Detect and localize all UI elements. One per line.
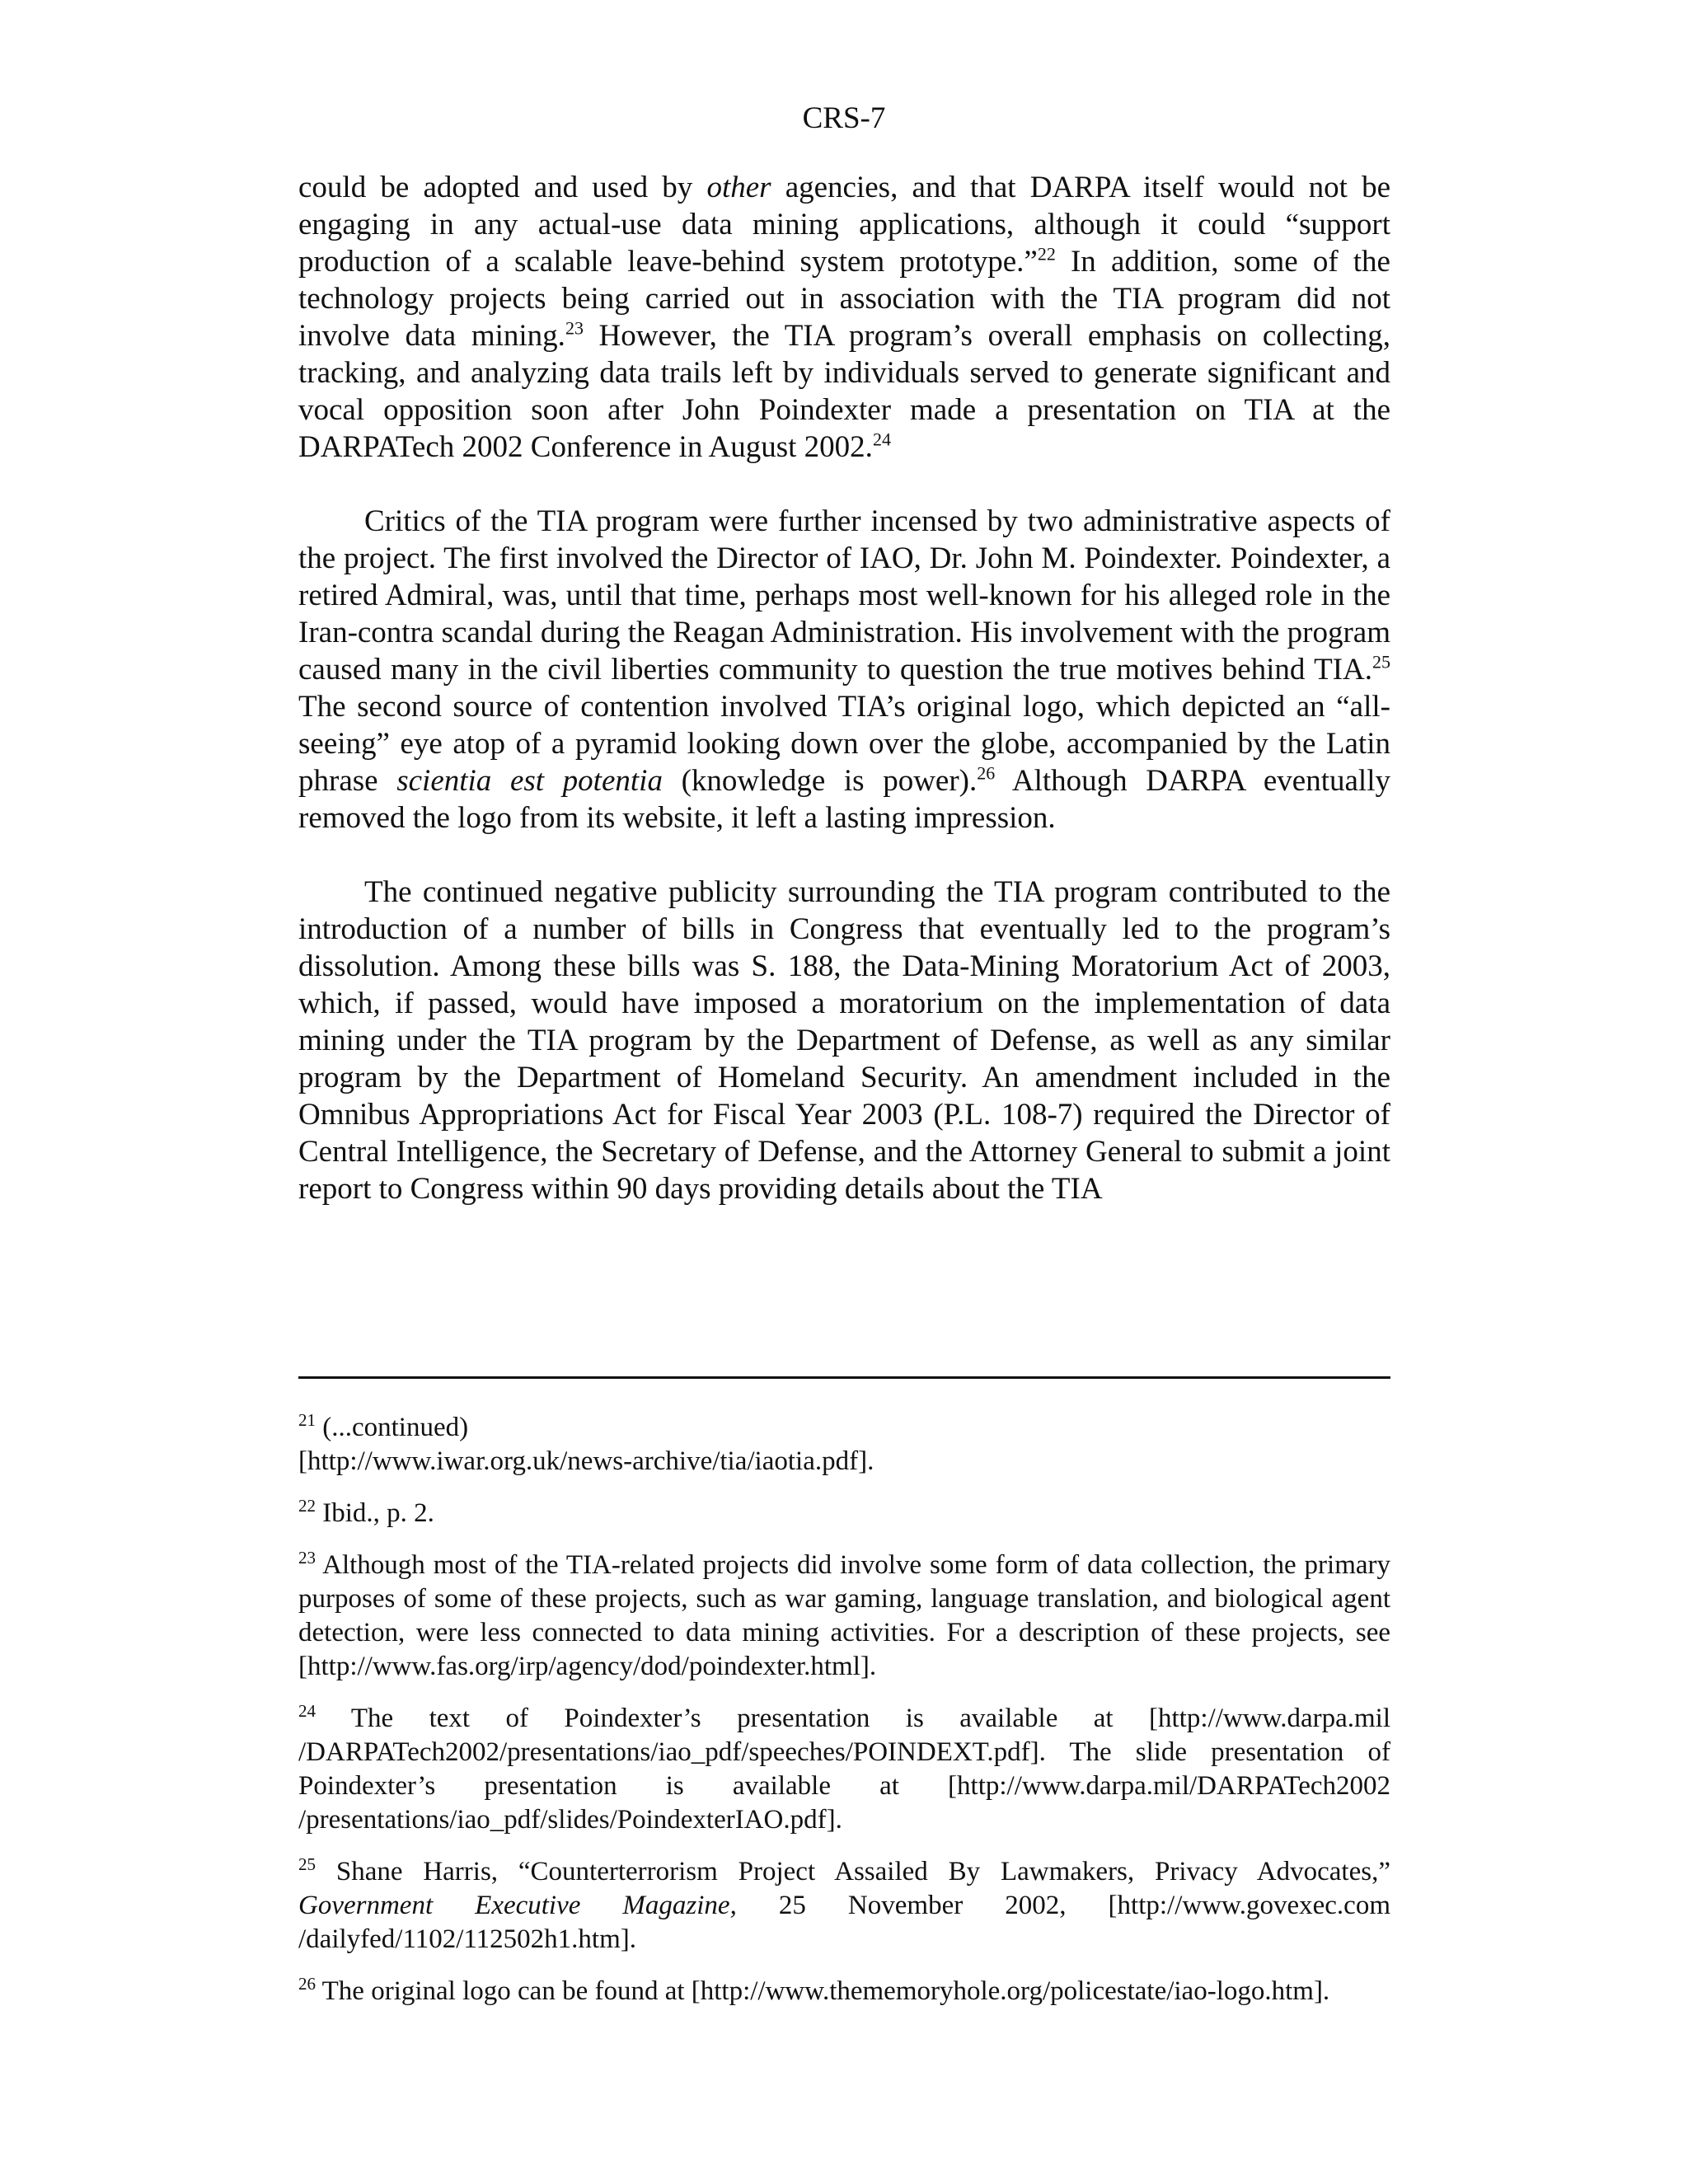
footnote-21	[298, 1411, 1390, 1479]
paragraph-1	[298, 169, 1390, 466]
footnote-number: 21	[298, 1410, 316, 1430]
footnote-text: Shane Harris, “Counterterrorism Project Assailed By Lawmakers, Privacy Advocates,”	[316, 1857, 1390, 1886]
page-header: CRS-7	[802, 101, 886, 135]
footnote-ref-25: 25	[1372, 651, 1390, 673]
paragraph-2-text: The second source of contention involved TIA’s original logo, which depicted an “all-seeing” eye atop of a pyramid looking down over the globe, accompanied by the Latin phrase	[298, 690, 1390, 798]
footnote-25	[298, 1855, 1390, 1957]
footnote-text: The original logo can be found at [http://www.thememoryhole.org/policestate/iao-logo.htm].	[316, 1976, 1330, 2006]
footnote-text: (...continued)	[316, 1413, 469, 1442]
footnote-22	[298, 1497, 1390, 1530]
footnote-21-line-2: [http://www.iwar.org.uk/news-archive/tia/iaotia.pdf].	[298, 1446, 874, 1476]
footnote-divider	[298, 1376, 1390, 1379]
paragraph-1-text: could be adopted and used by	[298, 171, 707, 204]
footnote-26	[298, 1975, 1390, 2008]
paragraph-2-text: Although DARPA eventually removed the logo from its website, it left a lasting impression.	[298, 764, 1390, 835]
footnote-24	[298, 1702, 1390, 1837]
paragraph-2-text: Critics of the TIA program were further incensed by two administrative aspects of the project. The first involved the Director of IAO, Dr. John M. Poindexter. Poindexter, a retired Admiral, was, until that time, perhaps most well-known for his alleged role in the Iran-contra scandal during the Reagan Administration. His involvement with the program caused many in the civil liberties community to question the true motives behind TIA.	[298, 504, 1390, 687]
publication-title: Government Executive Magazine,	[298, 1891, 737, 1920]
paragraph-1-emphasis: other	[706, 171, 771, 204]
footnote-number: 26	[298, 1974, 316, 1994]
footnote-number: 25	[298, 1854, 316, 1874]
footnote-ref-23: 23	[565, 317, 584, 339]
paragraph-1-text: In addition, some of the technology projects being carried out in association with the TIA program did not involve data mining.	[298, 245, 1390, 353]
footnote-ref-24: 24	[872, 429, 891, 450]
paragraph-3: The continued negative publicity surrounding the TIA program contributed to the introduction of a number of bills in Congress that eventually led to the program’s dissolution. Among these bills was S. 188, the Data-Mining Moratorium Act of 2003, which, if passed, would have imposed a moratorium on the implementation of data mining under the TIA program by the Department of Defense, as well as any similar program by the Department of Homeland Security. An amendment included in the Omnibus Appropriations Act for Fiscal Year 2003 (P.L. 108-7) required the Director of Central Intelligence, the Secretary of Defense, and the Attorney General to submit a joint report to Congress within 90 days providing details about the TIA	[298, 875, 1390, 1206]
footnote-number: 22	[298, 1496, 316, 1516]
footnote-21-line-1	[298, 1411, 1390, 1445]
footnote-ref-26: 26	[977, 762, 996, 784]
latin-phrase: scientia est potentia	[396, 764, 663, 798]
footnote-text: Although most of the TIA-related projects did involve some form of data collection, the primary purposes of some of these projects, such as war gaming, language translation, and biological agent detection, were less connected to data mining activities. For a description of these projects, see [http://www.fas.org/irp/agency/dod/poindexter.html].	[298, 1550, 1390, 1681]
footnote-text: Ibid., p. 2.	[316, 1498, 434, 1528]
footnote-ref-22: 22	[1037, 243, 1056, 265]
paragraph-2	[298, 503, 1390, 837]
paragraph-1-text: agencies, and that DARPA itself would not be engaging in any actual-use data mining applications, although it could “support production of a scalable leave-behind system prototype.”	[298, 171, 1390, 279]
body-text	[298, 169, 1390, 1207]
footnote-text: 25 November 2002, [http://www.govexec.com /dailyfed/1102/112502h1.htm].	[298, 1891, 1390, 1954]
footnote-text: The text of Poindexter’s presentation is available at [http://www.darpa.mil /DARPATech2002/presentations/iao_pdf/speeches/POINDEXT.pdf]. The slide presentation of Poindexter’s presentation is available at [http://www.darpa.mil/DARPATech2002 /presentations/iao_pdf/slides/PoindexterIAO.pdf].	[298, 1704, 1390, 1835]
paragraph-1-text: However, the TIA program’s overall emphasis on collecting, tracking, and analyzing data trails left by individuals served to generate significant and vocal opposition soon after John Poindexter made a presentation on TIA at the DARPATech 2002 Conference in August 2002.	[298, 319, 1390, 464]
paragraph-2-text: (knowledge is power).	[662, 764, 978, 798]
footnote-number: 24	[298, 1701, 316, 1721]
footnote-number: 23	[298, 1548, 316, 1568]
footnote-23	[298, 1549, 1390, 1684]
footnotes	[298, 1411, 1390, 2008]
